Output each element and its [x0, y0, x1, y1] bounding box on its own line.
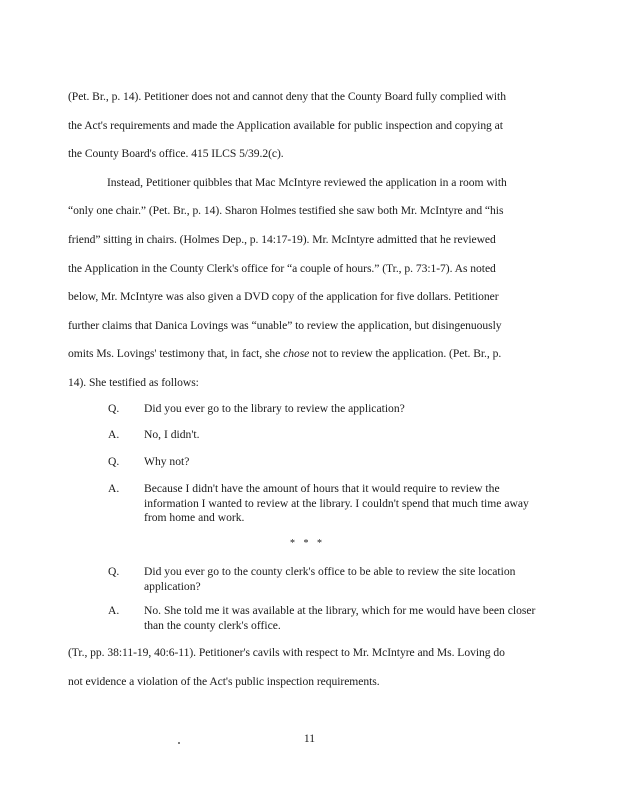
testimony-label: Q. — [108, 402, 120, 415]
paragraph-1-line-2: the Act's requirements and made the Application available for public inspection and copying at — [68, 119, 503, 132]
testimony-text: No, I didn't. — [144, 428, 200, 441]
testimony-text: Why not? — [144, 455, 190, 468]
page-number: 11 — [303, 732, 316, 745]
paragraph-2-line-4: the Application in the County Clerk's office for “a couple of hours.” (Tr., p. 73:1-7). As noted — [68, 262, 496, 275]
testimony-text: No. She told me it was available at the library, which for me would have been closer than the county clerk's office. — [144, 604, 536, 632]
testimony-separator: * * * — [290, 538, 325, 549]
paragraph-2-line-3: friend” sitting in chairs. (Holmes Dep., p. 14:17-19). Mr. McIntyre admitted that he reviewed — [68, 233, 496, 246]
line-7-before: omits Ms. Lovings' testimony that, in fact, she — [68, 347, 284, 360]
paragraph-2-line-7 — [68, 347, 501, 361]
testimony-text: Because I didn't have the amount of hours that it would require to review the information I wanted to review at the library. I couldn't spend that much time away from home and work. — [144, 482, 529, 524]
testimony-text: Did you ever go to the library to review the application? — [144, 402, 405, 415]
emphasized-word: chose — [283, 347, 310, 360]
closing-line-2: not evidence a violation of the Act's public inspection requirements. — [68, 675, 380, 688]
testimony-label: Q. — [108, 455, 120, 468]
paragraph-1-line-3: the County Board's office. 415 ILCS 5/39.2(c). — [68, 147, 284, 160]
testimony-label: A. — [108, 604, 120, 617]
paragraph-2-line-1: Instead, Petitioner quibbles that Mac McIntyre reviewed the application in a room with — [107, 176, 507, 189]
paragraph-2-line-5: below, Mr. McIntyre was also given a DVD copy of the application for five dollars. Petitioner — [68, 290, 499, 303]
closing-line-1: (Tr., pp. 38:11-19, 40:6-11). Petitioner's cavils with respect to Mr. McIntyre and Ms. Loving do — [68, 646, 505, 659]
line-7-after: not to review the application. (Pet. Br., p. — [309, 347, 502, 360]
testimony-label: Q. — [108, 565, 120, 578]
paragraph-2-line-8: 14). She testified as follows: — [68, 376, 199, 389]
paragraph-2-line-2: “only one chair.” (Pet. Br., p. 14). Sharon Holmes testified she saw both Mr. McIntyre and “his — [68, 204, 504, 217]
paragraph-2-line-6: further claims that Danica Lovings was “unable” to review the application, but disingenuously — [68, 319, 502, 332]
testimony-text: Did you ever go to the county clerk's office to be able to review the site location application? — [144, 565, 516, 593]
paragraph-1-line-1: (Pet. Br., p. 14). Petitioner does not and cannot deny that the County Board fully complied with — [68, 90, 506, 103]
testimony-label: A. — [108, 428, 120, 441]
testimony-label: A. — [108, 482, 120, 495]
